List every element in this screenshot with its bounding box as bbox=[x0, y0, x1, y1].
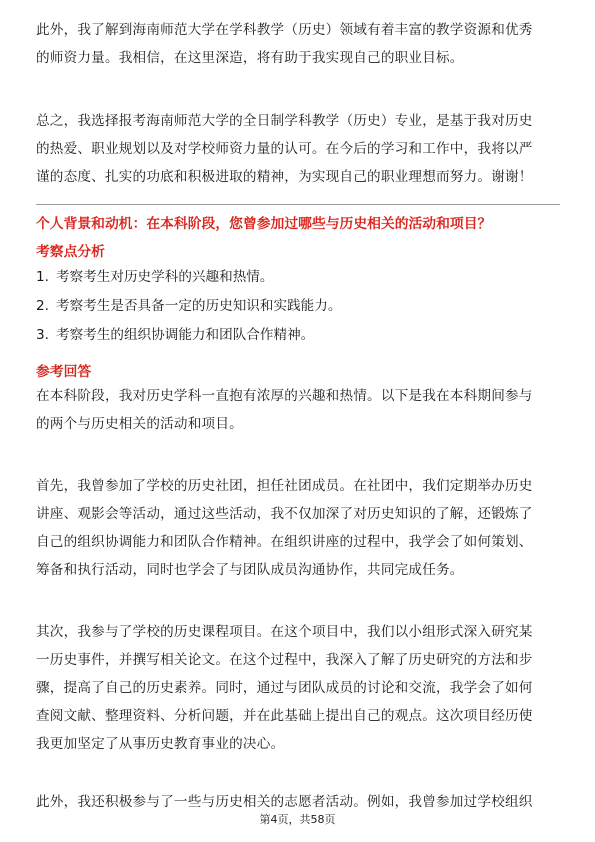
list-item-text: 考察考生对历史学科的兴趣和热情。 bbox=[56, 269, 274, 285]
text-line: 骤，提高了自己的历史素养。同时，通过与团队成员的讨论和交流，我学会了如何 bbox=[36, 680, 533, 696]
intro-paragraph-resources bbox=[36, 16, 561, 72]
list-item bbox=[36, 292, 561, 321]
page-footer: 第4页，共58页 bbox=[259, 813, 336, 826]
answer-paragraph-intro bbox=[36, 382, 561, 438]
text-line: 一历史事件，并撰写相关论文。在这个过程中，我深入了解了历史研究的方法和步 bbox=[36, 652, 533, 668]
text-line: 的两个与历史相关的活动和项目。 bbox=[36, 416, 243, 432]
text-line: 查阅文献、整理资料、分析问题，并在此基础上提出自己的观点。这次项目经历使 bbox=[36, 708, 533, 724]
text-line: 筹备和执行活动，同时也学会了与团队成员沟通协作，共同完成任务。 bbox=[36, 562, 464, 578]
list-item-number: 3. bbox=[36, 327, 49, 343]
text-line: 的师资力量。我相信，在这里深造，将有助于我实现自己的职业目标。 bbox=[36, 50, 464, 66]
analysis-list bbox=[36, 263, 561, 350]
text-line: 的热爱、职业规划以及对学校师资力量的认可。在今后的学习和工作中，我将以严 bbox=[36, 141, 533, 157]
text-line: 其次，我参与了学校的历史课程项目。在这个项目中，我们以小组形式深入研究某 bbox=[36, 624, 533, 640]
text-line: 谨的态度、扎实的功底和积极进取的精神，为实现自己的职业理想而努力。谢谢！ bbox=[36, 169, 533, 185]
list-item bbox=[36, 321, 561, 350]
text-line: 总之，我选择报考海南师范大学的全日制学科教学（历史）专业，是基于我对历史 bbox=[36, 113, 533, 129]
list-item-text: 考察考生是否具备一定的历史知识和实践能力。 bbox=[56, 298, 342, 314]
answer-paragraph-history-club bbox=[36, 472, 561, 584]
intro-paragraph-conclusion bbox=[36, 107, 561, 191]
text-line: 首先，我曾参加了学校的历史社团，担任社团成员。在社团中，我们定期举办历史 bbox=[36, 478, 533, 494]
section-divider bbox=[36, 204, 560, 205]
text-line: 此外，我了解到海南师范大学在学科教学（历史）领域有着丰富的教学资源和优秀 bbox=[36, 22, 533, 38]
answer-paragraph-course-project bbox=[36, 618, 561, 758]
list-item bbox=[36, 263, 561, 292]
analysis-heading: 考察点分析 bbox=[36, 244, 105, 260]
answer-heading: 参考回答 bbox=[36, 364, 92, 380]
list-item-text: 考察考生的组织协调能力和团队合作精神。 bbox=[56, 327, 315, 343]
text-line: 自己的组织协调能力和团队合作精神。在组织讲座的过程中，我学会了如何策划、 bbox=[36, 534, 533, 550]
text-line: 我更加坚定了从事历史教育事业的决心。 bbox=[36, 736, 285, 752]
list-item-number: 2. bbox=[36, 298, 49, 314]
text-line: 在本科阶段，我对历史学科一直抱有浓厚的兴趣和热情。以下是我在本科期间参与 bbox=[36, 388, 533, 404]
interview-question: 个人背景和动机：在本科阶段，您曾参加过哪些与历史相关的活动和项目？ bbox=[36, 216, 492, 232]
list-item-number: 1. bbox=[36, 269, 49, 285]
text-line: 讲座、观影会等活动，通过这些活动，我不仅加深了对历史知识的了解，还锻炼了 bbox=[36, 506, 533, 522]
text-line: 此外，我还积极参与了一些与历史相关的志愿者活动。例如，我曾参加过学校组织 bbox=[36, 794, 533, 810]
